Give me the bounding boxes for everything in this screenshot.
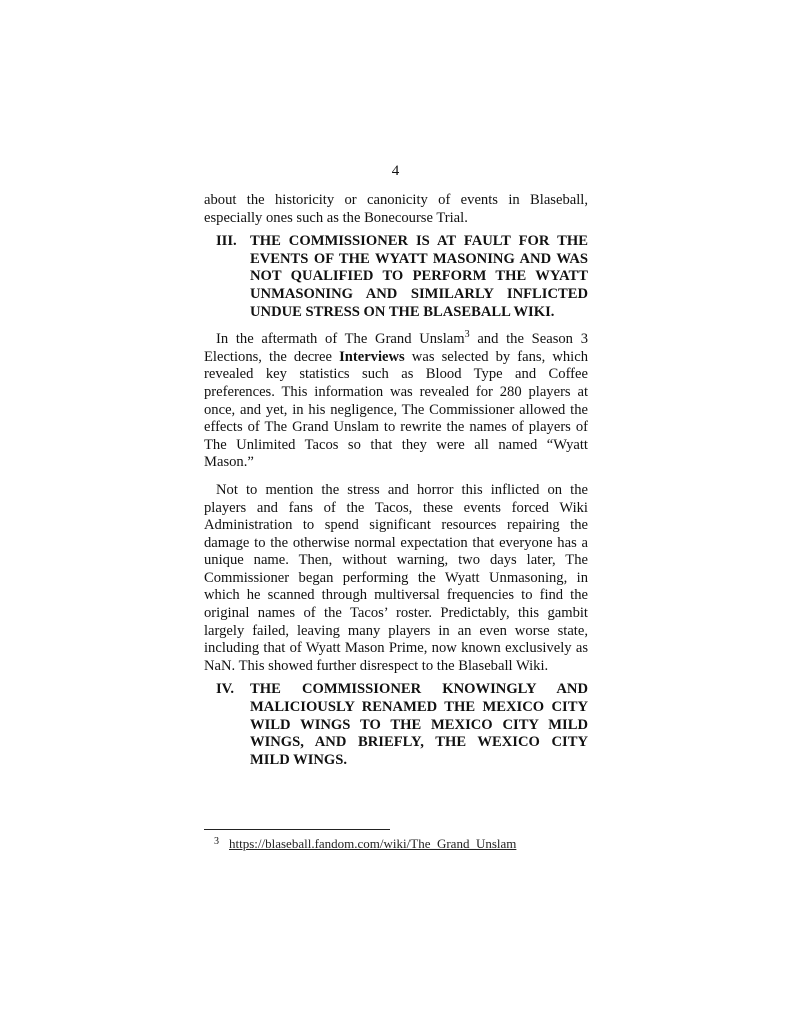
body-text [204, 192, 588, 769]
section-number-4: IV. [216, 681, 234, 698]
section-title-4: THE COMMISSIONER KNOWINGLY AND MALICIOUSLY RENAMED THE MEXICO CITY WILD WINGS TO THE MEXICO CITY MILD WINGS, AND BRIEFLY, THE WEXICO CITY MILD WINGS. [250, 681, 588, 768]
footnote-divider [204, 829, 390, 830]
section-number-3: III. [216, 233, 237, 250]
para1-text-end: was selected by fans, which revealed key statistics such as Blood Type and Coffee preferences. This information was revealed for 280 players at once, and yet, in his negligence, The Commissioner allowed the effects of The Grand Unslam to rewrite the names of players of The Unlimited Tacos so that they were all named “Wyatt Mason.” [204, 348, 588, 471]
footnote-link[interactable]: https://blaseball.fandom.com/wiki/The_Grand_Unslam [229, 836, 517, 851]
section-heading-3 [204, 233, 588, 321]
footnote [214, 836, 516, 852]
page-number: 4 [391, 163, 400, 179]
footnote-number: 3 [214, 836, 219, 847]
decree-name: Interviews [339, 348, 405, 365]
footnote-reference[interactable]: 3 [464, 329, 470, 341]
section-heading-4 [204, 681, 588, 769]
paragraph-unmasoning: Not to mention the stress and horror this inflicted on the players and fans of the Tacos, these events forced Wiki Administration to spend significant resources repairing the damage to the otherwise normal expectation that everyone has a unique name. Then, without warning, two days later, The Commissioner began performing the Wyatt Unmasoning, in which he scanned through multiversal frequencies to find the original names of the Tacos’ roster. Predictably, this gambit largely failed, leaving many players in an even worse state, including that of Wyatt Mason Prime, now known exclusively as NaN. This showed further disrespect to the Blaseball Wiki. [204, 481, 588, 674]
continuation-paragraph: about the historicity or canonicity of events in Blaseball, especially ones such as the Bonecourse Trial. [204, 192, 588, 226]
paragraph-interviews [204, 331, 588, 472]
para1-text-start: In the aftermath of The Grand Unslam [216, 331, 465, 348]
para1-text-mid: and the Season 3 Elections, the decree [204, 331, 588, 365]
section-title-3: THE COMMISSIONER IS AT FAULT FOR THE EVENTS OF THE WYATT MASONING AND WAS NOT QUALIFIED TO PERFORM THE WYATT UNMASONING AND SIMILARLY INFLICTED UNDUE STRESS ON THE BLASEBALL WIKI. [250, 233, 588, 320]
